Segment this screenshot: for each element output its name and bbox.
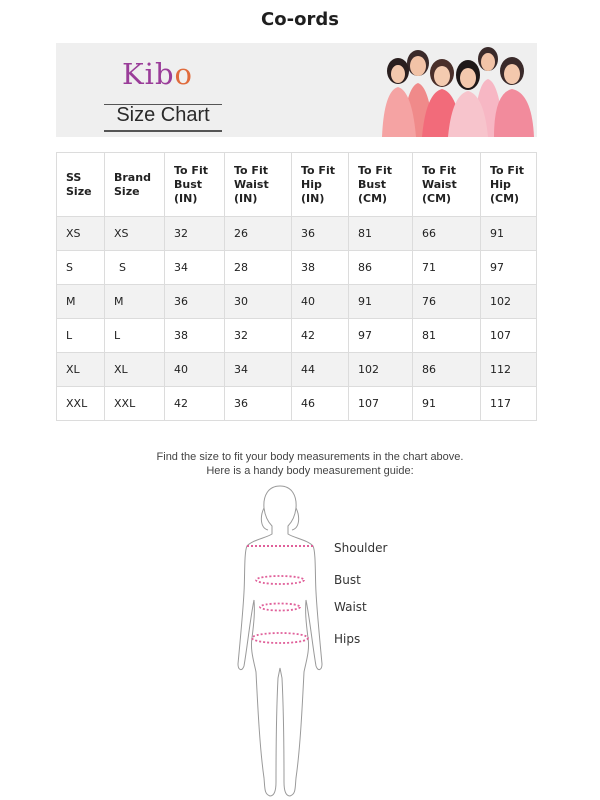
label-bust: Bust [334, 573, 361, 587]
table-cell: M [105, 285, 165, 319]
table-cell: 32 [165, 217, 225, 251]
table-cell: 102 [349, 353, 413, 387]
table-cell: 107 [481, 319, 537, 353]
body-figure [230, 482, 330, 800]
table-cell: 71 [413, 251, 481, 285]
header-hip-in: To Fit Hip (IN) [292, 153, 349, 217]
header-brand-size: Brand Size [105, 153, 165, 217]
table-cell: XS [57, 217, 105, 251]
measurement-guide-text [0, 450, 600, 478]
table-cell: 38 [165, 319, 225, 353]
label-hips: Hips [334, 632, 361, 646]
rule-bottom [104, 130, 222, 132]
guide-line-1: Find the size to fit your body measurements in the chart above. [156, 451, 464, 463]
table-cell: 38 [292, 251, 349, 285]
table-cell: 42 [165, 387, 225, 421]
table-cell: 91 [481, 217, 537, 251]
table-cell: 66 [413, 217, 481, 251]
table-cell: S [57, 251, 105, 285]
label-waist: Waist [334, 600, 367, 614]
table-cell: M [57, 285, 105, 319]
table-cell: 86 [349, 251, 413, 285]
bust-line [256, 576, 304, 584]
table-cell: 40 [292, 285, 349, 319]
table-cell: 26 [225, 217, 292, 251]
table-cell: 40 [165, 353, 225, 387]
table-cell: XL [105, 353, 165, 387]
table-cell: S [105, 251, 165, 285]
table-cell: L [57, 319, 105, 353]
table-cell: 36 [225, 387, 292, 421]
table-cell: 107 [349, 387, 413, 421]
table-cell: L [105, 319, 165, 353]
table-cell: 112 [481, 353, 537, 387]
table-cell: 34 [225, 353, 292, 387]
table-cell: 76 [413, 285, 481, 319]
brand-logo: Kibo [122, 57, 193, 91]
table-cell: 81 [413, 319, 481, 353]
table-cell: XXL [57, 387, 105, 421]
page-title: Co-ords [261, 9, 339, 30]
header-waist-cm: To Fit Waist (CM) [413, 153, 481, 217]
table-row [57, 217, 537, 251]
table-cell: XS [105, 217, 165, 251]
header-ss-size: SS Size [57, 153, 105, 217]
label-shoulder: Shoulder [334, 541, 388, 555]
table-cell: 46 [292, 387, 349, 421]
guide-line-2: Here is a handy body measurement guide: [206, 465, 414, 477]
women-illustration [336, 43, 537, 137]
table-row [57, 251, 537, 285]
table-cell: 36 [292, 217, 349, 251]
header-bust-cm: To Fit Bust (CM) [349, 153, 413, 217]
header-hip-cm: To Fit Hip (CM) [481, 153, 537, 217]
table-cell: 32 [225, 319, 292, 353]
table-cell: 97 [481, 251, 537, 285]
size-chart-table [56, 152, 537, 421]
table-cell: 102 [481, 285, 537, 319]
brand-banner [56, 43, 537, 137]
header-bust-in: To Fit Bust (IN) [165, 153, 225, 217]
table-cell: 91 [349, 285, 413, 319]
table-cell: XXL [105, 387, 165, 421]
hips-line [252, 633, 308, 643]
table-row [57, 387, 537, 421]
table-row [57, 353, 537, 387]
table-cell: 30 [225, 285, 292, 319]
table-row [57, 319, 537, 353]
size-chart-label: Size Chart [116, 104, 210, 126]
table-cell: 42 [292, 319, 349, 353]
table-cell: 97 [349, 319, 413, 353]
table-cell: 34 [165, 251, 225, 285]
table-cell: 81 [349, 217, 413, 251]
waist-line [260, 604, 300, 611]
table-cell: 117 [481, 387, 537, 421]
table-cell: 86 [413, 353, 481, 387]
table-row [57, 285, 537, 319]
table-header-row [57, 153, 537, 217]
table-cell: 28 [225, 251, 292, 285]
table-cell: XL [57, 353, 105, 387]
table-cell: 36 [165, 285, 225, 319]
table-cell: 91 [413, 387, 481, 421]
header-waist-in: To Fit Waist (IN) [225, 153, 292, 217]
table-cell: 44 [292, 353, 349, 387]
